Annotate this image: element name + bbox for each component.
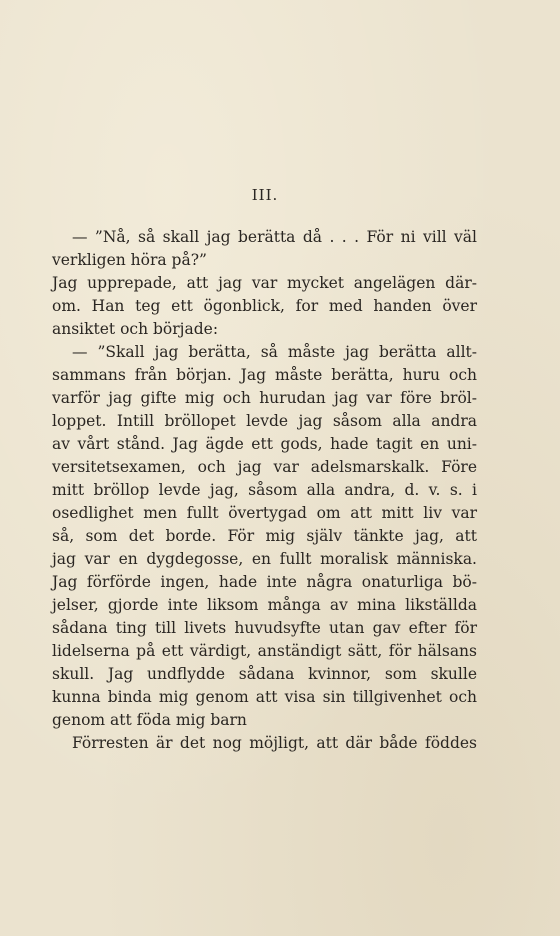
chapter-heading: III. bbox=[251, 186, 279, 204]
text-line: — ”Nå, så skall jag berätta då . . . För ni vill väl bbox=[72, 228, 477, 246]
text-line: av vårt stånd. Jag ägde ett gods, hade tagit en uni- bbox=[52, 435, 477, 453]
text-line: skull. Jag undflydde sådana kvinnor, som skulle bbox=[52, 665, 477, 683]
text-line: loppet. Intill bröllopet levde jag såsom alla andra bbox=[52, 412, 477, 430]
text-line: jelser, gjorde inte liksom många av mina likställda bbox=[52, 596, 477, 614]
text-line: så, som det borde. För mig själv tänkte jag, att bbox=[52, 527, 477, 545]
text-line: sammans från början. Jag måste berätta, huru och bbox=[52, 366, 477, 384]
text-line: mitt bröllop levde jag, såsom alla andra, d. v. s. i bbox=[52, 481, 477, 499]
text-line: Jag upprepade, att jag var mycket angelägen där- bbox=[52, 274, 477, 292]
text-line: verkligen höra på?” bbox=[52, 251, 207, 269]
body-text bbox=[52, 226, 477, 755]
text-line: om. Han teg ett ögonblick, for med handen över bbox=[52, 297, 477, 315]
text-line: ansiktet och började: bbox=[52, 320, 219, 338]
text-line: Förresten är det nog möjligt, att där både föddes bbox=[72, 734, 477, 752]
text-line: varför jag gifte mig och hurudan jag var före bröl- bbox=[52, 389, 477, 407]
text-line: sådana ting till livets huvudsyfte utan gav efter för bbox=[52, 619, 477, 637]
text-line: kunna binda mig genom att visa sin tillgivenhet och bbox=[52, 688, 477, 706]
text-line: jag var en dygdegosse, en fullt moralisk människa. bbox=[52, 550, 477, 568]
text-line: osedlighet men fullt övertygad om att mitt liv var bbox=[52, 504, 477, 522]
text-line: versitetsexamen, och jag var adelsmarskalk. Före bbox=[52, 458, 477, 476]
text-line: Jag förförde ingen, hade inte några onaturliga bö- bbox=[52, 573, 477, 591]
text-line: — ”Skall jag berätta, så måste jag berätta allt- bbox=[72, 343, 477, 361]
text-line: genom att föda mig barn bbox=[52, 711, 247, 729]
text-line: lidelserna på ett värdigt, anständigt sätt, för hälsans bbox=[52, 642, 477, 660]
